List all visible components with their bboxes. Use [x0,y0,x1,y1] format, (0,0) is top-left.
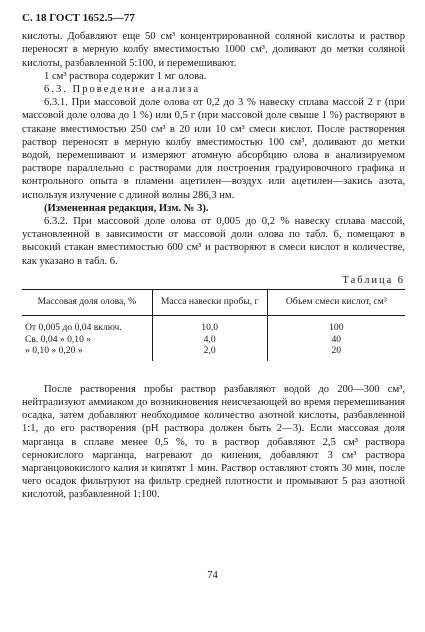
table-6 [22,289,405,361]
table-cell: 4,0 [152,334,267,345]
table-cell: От 0,005 до 0,04 включ. [25,322,122,334]
table-cell: 20 [267,345,405,360]
table-cell: 100 [267,316,405,334]
table-cell: Св. 0,04 » 0,10 » [25,333,92,345]
edition-note: (Измененная редакция, Изм. № 3). [44,202,209,214]
section-heading-analysis: 6.3. Проведение анализа [44,84,201,96]
page-header: С. 18 ГОСТ 1652.5—77 [22,12,135,24]
table-header-cell: Массовая доля олова, % [37,296,137,308]
table-title: Таблица 6 [342,274,405,286]
paragraph-acid: кислоты. Добавляют еще 50 см³ концентрированной соляной кислоты и раствор переносят в мерную колбу вместимостью 1000 см³, доливают до метки соляной кислоты, разбавленной 5:100, и перемешивают. [22,31,405,69]
table-row [22,316,405,334]
page-number: 74 [207,570,218,581]
table-header-cell: Масса навески пробы, г [152,290,267,316]
table-cell: » 0,10 » 0,20 » [25,345,83,357]
table-cell: 40 [267,334,405,345]
paragraph-solution-content: 1 см³ раствора содержит 1 мг олова. [44,70,207,82]
table-header-cell: Объем смеси кислот, см³ [267,290,405,316]
table-cell: 10,0 [152,316,267,334]
paragraph-6-3-2: 6.3.2. При массовой доле олова от 0,005 до 0,2 % навеску сплава массой, установленной в зависимости от массовой доли олова по табл. 6, помещают в высокий стакан вместимостью 600 см³ и растворяют в смеси кислот в количестве, как указано в табл. 6. [22,216,405,267]
table-header-row [22,290,405,316]
paragraph-after-table: После растворения пробы раствор разбавляют водой до 200—300 см³, нейтрализуют аммиаком до возникновения неисчезающей во время перемешивания осадка, затем добавляют необходимое количество азотной кислоты, разбавленной 1:1, до его растворения (pH раствора должен быть 2—3). Если массовая доля марганца в сплаве менее 0,5 %, то в раствор добавляют 2,5 см³ раствора сернокислого марганца, нагревают до кипения, добавляют 3 см³ раствора марганцовокислого калия и кипятят 1 мин. Раствор оставляют стоять 30 мин, после чего осадок фильтруют на фильтр средней плотности и промывают 5 раз азотной кислотой, разбавленной 1:100. [22,383,405,501]
table-row [22,334,405,345]
table-cell: 2,0 [152,345,267,360]
table-row [22,345,405,360]
document-page [22,12,405,502]
paragraph-6-3-1: 6.3.1. При массовой доле олова от 0,2 до 3 % навеску сплава массой 2 г (при массовой доле олова до 1 %) или 0,5 г (при массовой доле свыше 1 %) растворяют в стакане вместимостью 250 см³ в 20 или 10 см³ смеси кислот. После растворения раствор переносят в мерную колбу вместимостью 100 см³, доливают до метки водой, перемешивают и измеряют атомную абсорбцию олова в анализируемом растворе параллельно с растворами для построения градуировочного графика и контрольного опыта в пламени ацетилен—воздух или ацетилен—закись азота, используя излучение с длиной волны 286,3 нм. [22,97,405,201]
